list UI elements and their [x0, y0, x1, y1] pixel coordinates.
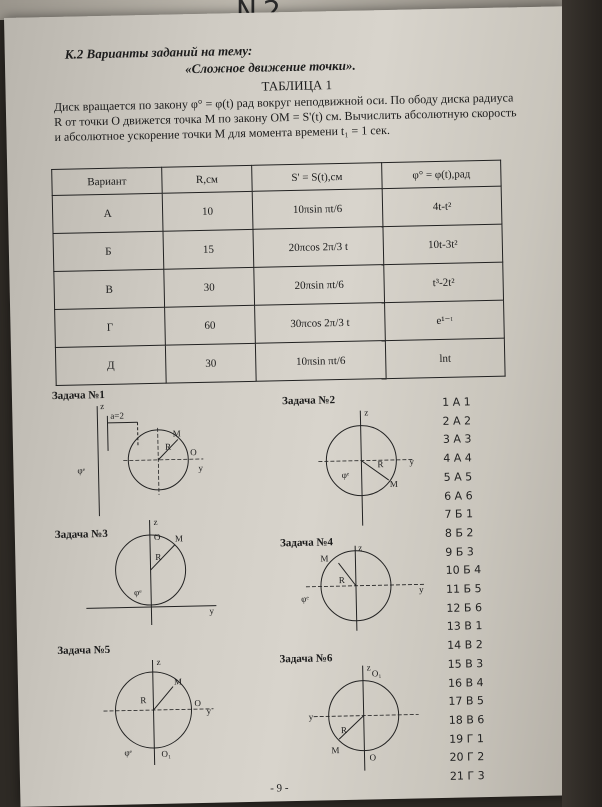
cell-phi: e¹⁻ᵗ [385, 300, 505, 340]
answer-item: 6 А 6 [443, 488, 473, 503]
cell-phi: 10t-3t² [383, 224, 503, 264]
answer-item: 15 В 3 [447, 656, 484, 671]
fig6-label-o1: O₁ [371, 668, 382, 679]
task-6-label: Задача №6 [279, 652, 333, 666]
cell-phi: 4t-t² [382, 186, 502, 226]
cell-radius: 30 [165, 343, 256, 383]
figure-task-5 [97, 654, 219, 771]
fig5-label-r: R [140, 695, 147, 706]
cell-s: 20πcos 2π/3 t [253, 227, 384, 268]
fig2-label-r: R [377, 459, 384, 470]
figure-task-4 [300, 539, 432, 637]
cell-radius: 10 [162, 191, 253, 231]
task-2-label: Задача №2 [281, 394, 336, 408]
handwritten-answers-list [442, 393, 486, 786]
header-radius: R,см [162, 165, 253, 193]
fig3-label-phi: φᵉ [133, 587, 142, 598]
figure-task-6 [308, 659, 430, 776]
header-s: S' = S(t),см [252, 163, 383, 192]
fig1-label-r: R [164, 441, 172, 452]
fig5-label-z: z [156, 656, 161, 667]
fig2-label-z: z [364, 407, 369, 418]
cell-radius: 60 [165, 305, 256, 345]
fig3-label-y: y [209, 605, 215, 616]
fig5-label-phi: φᵉ [124, 747, 133, 758]
fig1-label-z: z [100, 400, 105, 412]
cell-s: 10πsin πt/6 [252, 189, 383, 230]
answer-item: 12 Б 6 [446, 600, 483, 615]
fig1-label-m: M [172, 428, 181, 439]
answer-item: 7 Б 1 [444, 507, 474, 522]
fig3-label-m: M [174, 533, 184, 544]
fig3-label-o: O [153, 531, 161, 542]
cell-variant: Б [53, 231, 164, 271]
cell-variant: В [54, 269, 165, 309]
document-page [4, 6, 580, 807]
fig6-label-y: y [308, 711, 314, 722]
cell-radius: 30 [164, 267, 255, 307]
answer-item: 3 А 3 [442, 432, 472, 447]
cell-s: 10πsin πt/6 [255, 341, 386, 382]
fig4-label-r: R [338, 574, 345, 586]
fig3-label-z: z [153, 516, 158, 527]
answer-item: 1 А 1 [442, 395, 471, 409]
cell-phi: t³-2t² [384, 262, 504, 302]
answer-item: 16 В 4 [447, 675, 484, 690]
answer-item: 19 Г 1 [449, 731, 485, 746]
answer-item: 10 Б 4 [445, 563, 482, 578]
fig2-label-m: M [389, 478, 398, 490]
figure-task-2 [302, 404, 425, 531]
fig1-label-y: y [198, 462, 204, 474]
cell-s: 20πsin πt/6 [254, 265, 385, 306]
task-1-label: Задача №1 [51, 388, 105, 403]
section-heading: К.2 Варианты заданий на тему: [64, 42, 253, 62]
answer-item: 21 Г 3 [449, 769, 485, 783]
fig5-label-o: O [194, 698, 201, 709]
answer-item: 20 Г 2 [449, 750, 485, 765]
dark-background-edge [562, 0, 602, 807]
answer-item: 17 В 5 [448, 694, 485, 709]
table-label: ТАБЛИЦА 1 [261, 77, 333, 94]
fig1-label-a2: a=2 [110, 410, 125, 421]
answer-item: 14 В 2 [447, 638, 483, 652]
answer-item: 2 А 2 [442, 414, 472, 428]
answer-item: 11 Б 5 [445, 582, 482, 596]
header-phi: φ° = φ(t),рад [382, 160, 502, 188]
cell-s: 30πcos 2π/3 t [255, 303, 386, 344]
cell-variant: Д [55, 345, 166, 385]
task-3-label: Задача №3 [54, 527, 108, 542]
figure-task-1 [72, 399, 214, 522]
cell-variant: Г [55, 307, 166, 347]
fig6-label-o: O [369, 752, 377, 763]
cell-phi: lnt [385, 338, 505, 378]
fig6-label-m: M [331, 745, 340, 756]
task-5-label: Задача №5 [57, 643, 111, 658]
fig5-label-o1: O₁ [161, 748, 172, 759]
cell-variant: А [52, 193, 163, 233]
fig1-label-o: O [190, 447, 197, 458]
section-subheading: «Сложное движение точки». [184, 57, 356, 77]
fig4-label-y: y [418, 584, 424, 595]
fig5-label-m: M [173, 676, 183, 687]
fig4-label-z: z [358, 542, 363, 553]
answer-item: 5 А 5 [443, 470, 473, 484]
page-number: - 9 - [270, 782, 289, 795]
answer-item: 4 А 4 [443, 451, 472, 466]
problem-text: Диск вращается по закону φ° = φ(t) рад вокруг неподвижной оси. По ободу диска радиуса R от точки O движется точка M по закону OM = S'(t) см. Вычислить абсолютную скорость и абсолютное ускорение точки M для момента времени t₁ = 1 сек. [53, 90, 517, 144]
cell-radius: 15 [163, 229, 254, 269]
answer-item: 18 В 6 [448, 713, 485, 727]
answer-item: 9 Б 3 [445, 544, 474, 559]
fig6-label-z: z [366, 662, 371, 673]
fig2-label-phi: φᵉ [341, 469, 350, 481]
answer-item: 13 В 1 [446, 619, 483, 634]
header-variant: Вариант [52, 167, 163, 195]
answer-item: 8 Б 2 [444, 526, 474, 540]
task-4-label: Задача №4 [279, 536, 334, 550]
variants-table [51, 160, 505, 386]
fig5-label-y: y [206, 705, 212, 716]
figure-task-3 [74, 513, 226, 631]
fig2-label-y: y [409, 456, 414, 467]
fig1-label-phi: φᵉ [77, 465, 86, 476]
table-row [55, 338, 505, 385]
fig3-label-r: R [155, 551, 162, 562]
fig4-label-m: M [320, 553, 329, 564]
fig4-label-phi: φᵉ [301, 593, 309, 604]
fig6-label-r: R [340, 724, 348, 736]
